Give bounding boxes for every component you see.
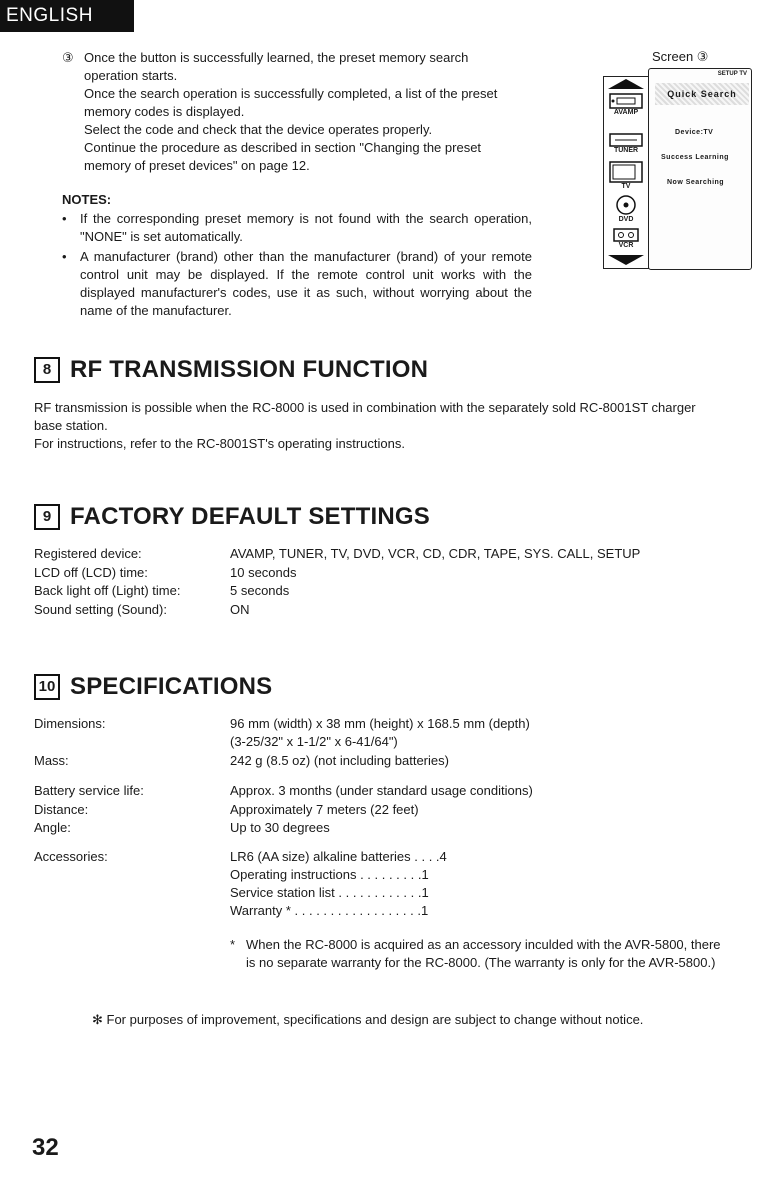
setting-key: Registered device:	[34, 546, 142, 561]
note-text: A manufacturer (brand) other than the manufacturer (brand) of your remote control unit may be displayed. If the remote control unit works with the displayed manufacturer's codes, use it as such, without worrying about the name of the manufacturer.	[80, 249, 532, 318]
step-line: Once the button is successfully learned, the preset memory search	[84, 50, 469, 65]
accessory-item: LR6 (AA size) alkaline batteries . . . .4	[230, 849, 447, 864]
step-line: Continue the procedure as described in section "Changing the preset	[84, 140, 482, 155]
bullet-icon: •	[62, 249, 67, 264]
note-text: If the corresponding preset memory is not found with the search operation, "NONE" is set automatically.	[80, 211, 532, 244]
lcd-line: Now Searching	[667, 179, 725, 186]
spec-value: (3-25/32" x 1-1/2" x 6-41/64")	[230, 734, 398, 749]
device-label: DVD	[618, 216, 634, 223]
device-label: AVAMP	[613, 109, 639, 116]
section-8-heading	[34, 356, 428, 384]
device-tuner	[606, 133, 646, 154]
setting-value: 5 seconds	[230, 583, 290, 598]
page-number: 32	[32, 1134, 59, 1161]
step-line: memory codes is displayed.	[84, 104, 245, 119]
spec-key: Angle:	[34, 820, 71, 835]
section-title: SPECIFICATIONS	[70, 673, 273, 700]
accessory-item: Operating instructions . . . . . . . . .1	[230, 867, 429, 882]
note-item	[62, 210, 532, 246]
setting-value: ON	[230, 602, 250, 617]
spec-value: Up to 30 degrees	[230, 820, 330, 835]
section-9-heading	[34, 503, 430, 531]
spec-value: Approximately 7 meters (22 feet)	[230, 802, 419, 817]
scroll-up-icon	[606, 79, 646, 89]
setting-key: Back light off (Light) time:	[34, 583, 181, 598]
spec-value: 242 g (8.5 oz) (not including batteries)	[230, 753, 449, 768]
note-item	[62, 248, 532, 320]
section-number: 8	[34, 357, 60, 383]
paragraph-line: RF transmission is possible when the RC-8000 is used in combination with the separately sold RC-8001ST charger	[34, 400, 696, 415]
language-tab: ENGLISH	[0, 0, 134, 32]
spec-key: Dimensions:	[34, 716, 106, 731]
setting-key: Sound setting (Sound):	[34, 602, 167, 617]
scroll-down-icon	[606, 255, 646, 265]
device-label: TV	[621, 183, 631, 190]
lcd-line: Device:TV	[675, 129, 714, 136]
spec-value: Approx. 3 months (under standard usage conditions)	[230, 783, 533, 798]
footnote-marker: *	[230, 937, 236, 952]
device-label: TUNER	[613, 147, 639, 154]
accessory-item: Service station list . . . . . . . . . . . .1	[230, 885, 429, 900]
notes-list	[62, 210, 532, 322]
section-title: RF TRANSMISSION FUNCTION	[70, 356, 429, 383]
setting-key: LCD off (LCD) time:	[34, 565, 148, 580]
screen-label: Screen ③	[652, 49, 709, 64]
section-number: 10	[34, 674, 60, 700]
notes-title: NOTES:	[62, 192, 112, 207]
step-line: Once the search operation is successfully completed, a list of the preset	[84, 86, 498, 101]
paragraph-line: base station.	[34, 418, 108, 433]
step-3-text	[62, 49, 532, 175]
improvement-notice: ✻ For purposes of improvement, specifications and design are subject to change without notice.	[92, 1012, 644, 1027]
warranty-footnote	[230, 936, 760, 972]
step-number: ③	[62, 50, 74, 65]
device-avamp	[606, 93, 646, 116]
accessory-item: Warranty * . . . . . . . . . . . . . . . . . .1	[230, 903, 429, 918]
section-number: 9	[34, 504, 60, 530]
lcd-setup-label: SETUP TV	[717, 71, 747, 77]
bullet-icon: •	[62, 211, 67, 226]
section-title: FACTORY DEFAULT SETTINGS	[70, 503, 430, 530]
spec-key: Mass:	[34, 753, 69, 768]
footnote-line: When the RC-8000 is acquired as an accessory inculded with the AVR-5800, there	[246, 937, 721, 952]
device-vcr	[606, 228, 646, 249]
device-tv	[606, 161, 646, 190]
step-line: memory of preset devices" on page 12.	[84, 158, 310, 173]
device-panel	[603, 76, 649, 269]
spec-key: Accessories:	[34, 849, 108, 864]
step-line: Select the code and check that the device operates properly.	[84, 122, 433, 137]
setting-value: 10 seconds	[230, 565, 297, 580]
device-dvd	[606, 194, 646, 223]
footnote-line: is no separate warranty for the RC-8000. (The warranty is only for the AVR-5800.)	[246, 955, 716, 970]
device-label: VCR	[618, 242, 634, 249]
spec-key: Battery service life:	[34, 783, 144, 798]
lcd-header: Quick Search	[655, 83, 749, 105]
lcd-screen	[648, 68, 752, 270]
paragraph-line: For instructions, refer to the RC-8001ST's operating instructions.	[34, 436, 405, 451]
spec-value: 96 mm (width) x 38 mm (height) x 168.5 mm (depth)	[230, 716, 530, 731]
setting-value: AVAMP, TUNER, TV, DVD, VCR, CD, CDR, TAPE, SYS. CALL, SETUP	[230, 546, 641, 561]
section-8-text	[34, 399, 764, 453]
step-line: operation starts.	[84, 68, 178, 83]
spec-key: Distance:	[34, 802, 89, 817]
lcd-line: Success Learning	[661, 154, 729, 161]
section-10-heading	[34, 673, 272, 701]
